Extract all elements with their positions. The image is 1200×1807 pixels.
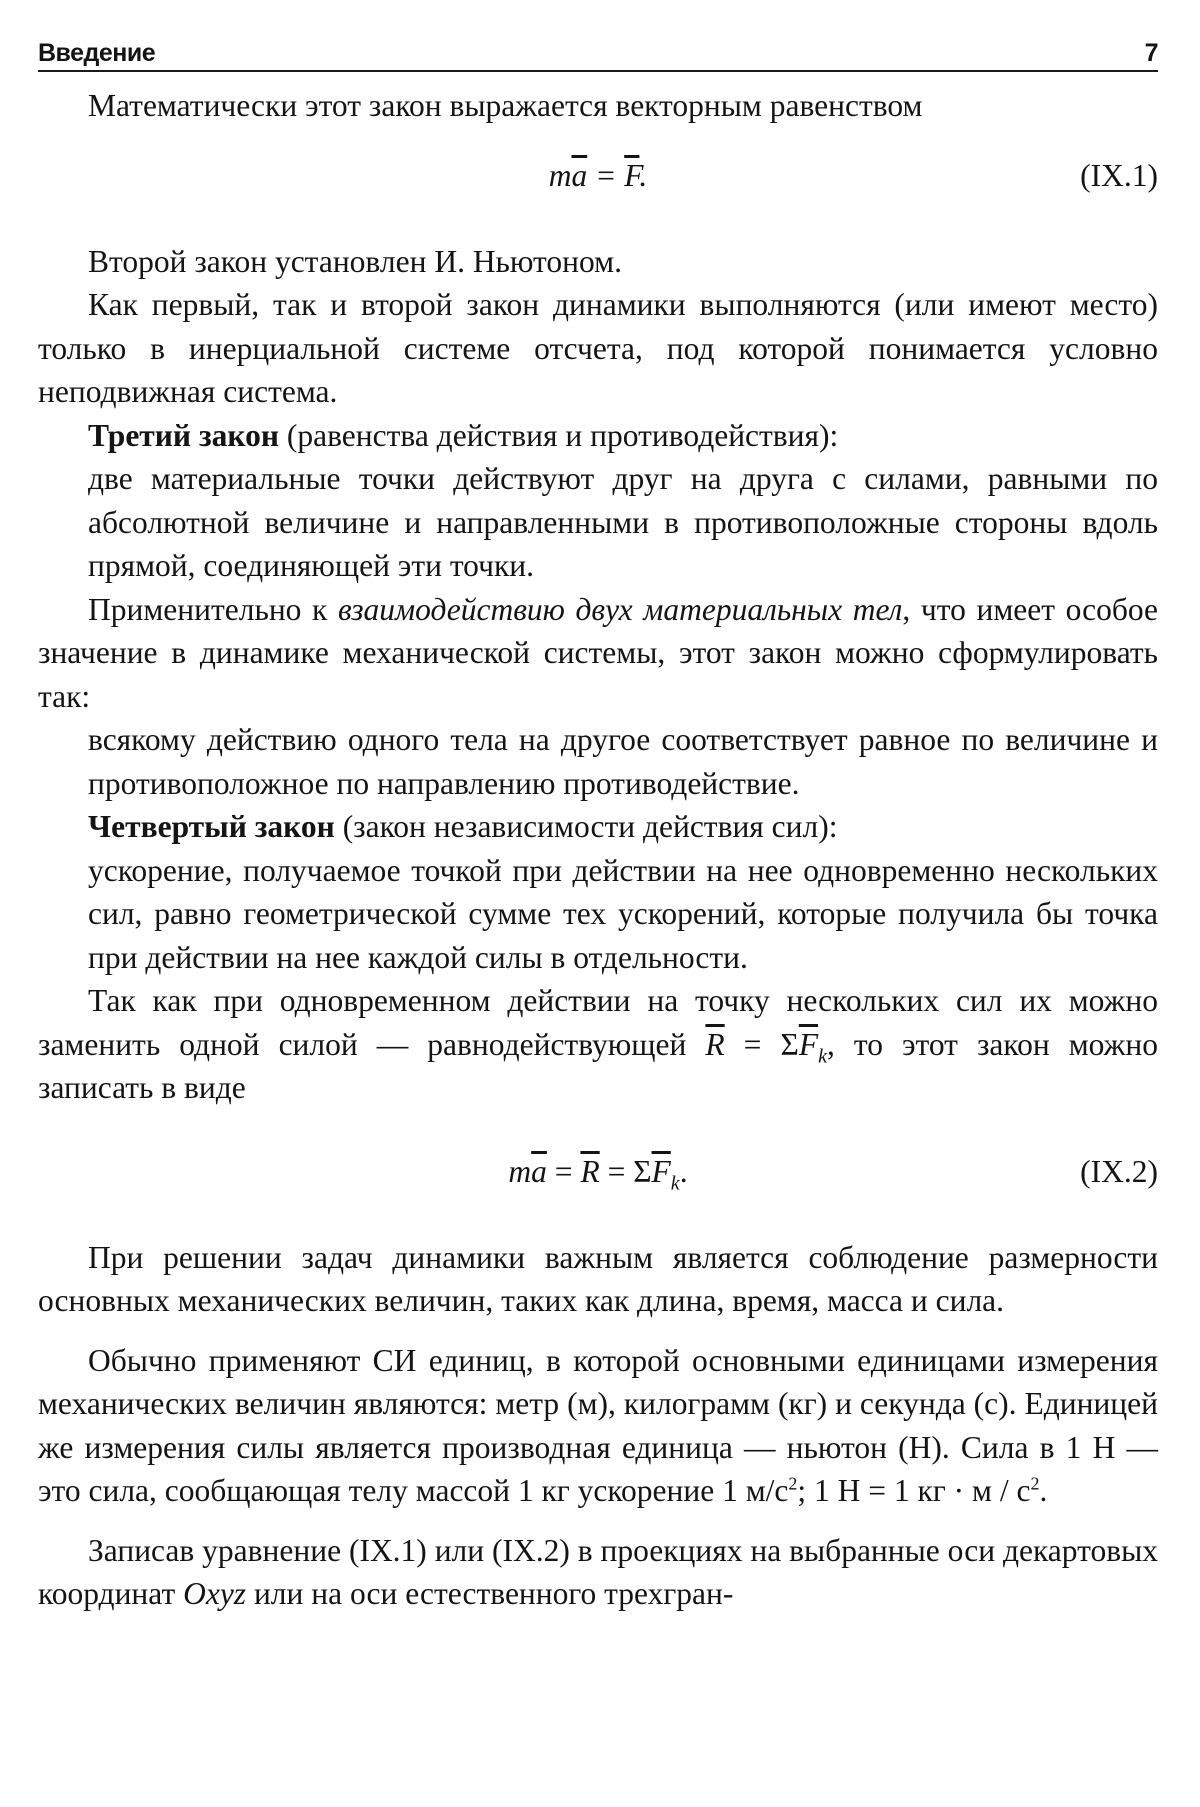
paragraph-si-units — [38, 1339, 1158, 1513]
inline-F: $\overline{F}$ — [798, 1026, 819, 1062]
si-text-a: Обычно применяют СИ единиц, в которой основными единицами измерения механических величин являются: метр (м), килограмм (кг) и секунда (с). Единицей же измерения силы является производная единица — ньютон (Н). Сила в 1 Н — это сила, сообщающая телу массой 1 кг ускорение 1 м/с — [38, 1342, 1158, 1508]
eq2-resultant: $\overline{R}$ — [580, 1153, 600, 1189]
fourth-law-title: Четвертый закон — [88, 809, 335, 844]
coordinate-system-oxyz: Oxyz — [183, 1576, 247, 1611]
paragraph-dimensions: При решении задач динамики важным является соблюдение размерности основных механических величин, таких как длина, время, масса и сила. — [38, 1239, 1158, 1318]
third-law-bodies-statement: всякому действию одного тела на другое соответствует равное по величине и противоположное по направлению противодействие. — [88, 722, 1158, 801]
third-law-title: Третий закон — [88, 417, 279, 453]
projections-text-b: или на оси естественного трехгран- — [246, 1576, 734, 1611]
equation-ix-2 — [38, 1150, 1158, 1194]
page-number: 7 — [1144, 39, 1158, 67]
resultant-text-b: , то этот закон можно записать в виде — [38, 1026, 1159, 1105]
equation-ix-1 — [38, 154, 1158, 198]
si-text-b: ; 1 Н = 1 кг · м / с — [797, 1473, 1031, 1508]
paragraph-projections — [38, 1529, 1158, 1616]
eq2-equals-sum: = Σ — [599, 1153, 652, 1189]
eq2-subscript-k: k — [670, 1171, 680, 1194]
superscript-2-a: 2 — [788, 1473, 798, 1494]
superscript-2-b: 2 — [1030, 1473, 1040, 1494]
si-text-c: . — [1039, 1473, 1048, 1508]
eq2-period: . — [679, 1153, 688, 1189]
eq1-equals: = — [587, 157, 625, 193]
page-body — [38, 84, 1158, 1616]
paragraph-third-law-heading — [38, 414, 1158, 458]
eq1-period: . — [639, 157, 648, 193]
paragraph-vector-equation-intro: Математически этот закон выражается векторным равенством — [88, 88, 923, 123]
inline-R: $\overline{R}$ — [705, 1026, 725, 1062]
inline-resultant-formula — [705, 1026, 827, 1067]
paragraph-fourth-law-heading — [38, 805, 1158, 849]
eq2-force: $\overline{F}$ — [651, 1153, 671, 1189]
running-header — [38, 34, 1158, 72]
equation-ix-2-expression: $m\overline{a} = \overline{R} = \Sigma\overline{F}_k$. — [508, 1153, 688, 1194]
book-page — [38, 34, 1158, 1616]
fourth-law-subtitle: (закон независимости действия сил): — [334, 809, 838, 844]
paragraph-inertial-frame: Как первый, так и второй закон динамики выполняются (или имеют место) только в инерциальной системе отсчета, под которой понимается условно неподвижная система. — [38, 287, 1158, 409]
eq1-force: $\overline{F}$ — [624, 157, 640, 193]
interaction-italic: взаимодействию двух материальных тел — [337, 591, 903, 627]
paragraph-interaction — [38, 588, 1158, 719]
interaction-text-a: Применительно к — [88, 591, 338, 627]
eq2-equals-1: = — [546, 1153, 581, 1189]
inline-equals-sum: = Σ — [724, 1026, 799, 1062]
equation-ix-1-expression — [549, 154, 648, 198]
resultant-text-a: Так как при одновременном действии на точку нескольких сил их можно заменить одной силой — равнодействующей — [38, 983, 1158, 1062]
equation-ix-1-number: (IX.1) — [1080, 157, 1158, 193]
section-title: Введение — [38, 39, 156, 67]
fourth-law-statement: ускорение, получаемое точкой при действии на нее одновременно нескольких сил, равно геометрической сумме тех ускорений, которые получила бы точка при действии на нее каждой силы в отдельности. — [88, 852, 1158, 975]
paragraph-second-law: Второй закон установлен И. Ньютоном. — [88, 243, 622, 279]
third-law-statement: две материальные точки действуют друг на друга с силами, равными по абсолютной величине и направленными в противоположные стороны вдоль прямой, соединяющей эти точки. — [88, 461, 1158, 583]
third-law-subtitle: (равенства действия и противодействия): — [279, 417, 839, 453]
inline-subscript-k: k — [818, 1044, 827, 1067]
paragraph-resultant-force — [38, 979, 1158, 1110]
eq1-ma: $m\overline{a}$ — [548, 157, 588, 193]
equation-ix-2-number: (IX.2) — [1080, 1153, 1158, 1189]
interaction-text-b: , что имеет особое значение в динамике механической системы, этот закон можно сформулировать так: — [38, 591, 1159, 714]
projections-text-a: Записав уравнение (IX.1) или (IX.2) в проекциях на выбранные оси декартовых координат — [38, 1532, 1158, 1611]
